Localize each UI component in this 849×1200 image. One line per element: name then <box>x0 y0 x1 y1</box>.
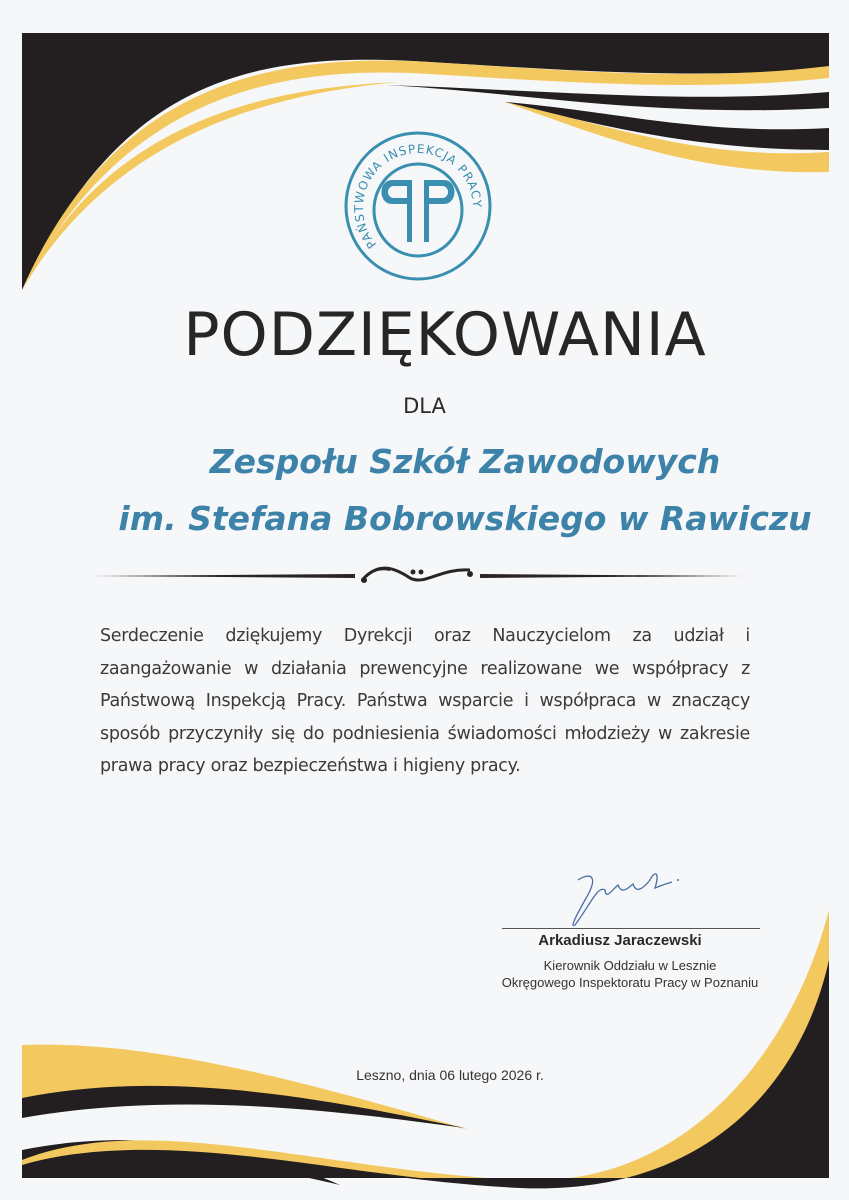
place-date: Leszno, dnia 06 lutego 2026 r. <box>356 1067 544 1083</box>
signature-line <box>502 928 760 929</box>
for-label: DLA <box>403 394 446 418</box>
certificate-heading: PODZIĘKOWANIA <box>183 300 707 370</box>
recipient-line-2: im. Stefana Bobrowskiego w Rawiczu <box>118 499 812 538</box>
body-text: Serdeczenie dziękujemy Dyrekcji oraz Nauczycielom za udział i zaangażowanie w działania prewencyjne realizowane we współpracy z Państwową Inspekcją Pracy. Państwa wsparcie i współpraca w znaczący sposób przyczyniły się do podniesienia świadomości młodzieży w zakresie prawa pracy oraz bezpieczeństwa i higieny pracy. <box>100 626 750 776</box>
svg-text:PAŃSTWOWA INSPEKCJA PRACY: PAŃSTWOWA INSPEKCJA PRACY <box>351 141 485 252</box>
signatory-role-line-2: Okręgowego Inspektoratu Pracy w Poznaniu <box>501 975 759 990</box>
recipient-line-1: Zespołu Szkół Zawodowych <box>209 442 721 481</box>
pip-logo <box>346 133 490 279</box>
signatory-role-line-1: Kierownik Oddziału w Lesznie <box>543 958 717 973</box>
top-wave-decoration <box>22 33 829 290</box>
ornamental-divider <box>92 568 742 583</box>
handwritten-signature <box>573 874 672 926</box>
bottom-wave-decoration <box>22 910 829 1188</box>
signatory-name: Arkadiusz Jaraczewski <box>538 932 702 949</box>
